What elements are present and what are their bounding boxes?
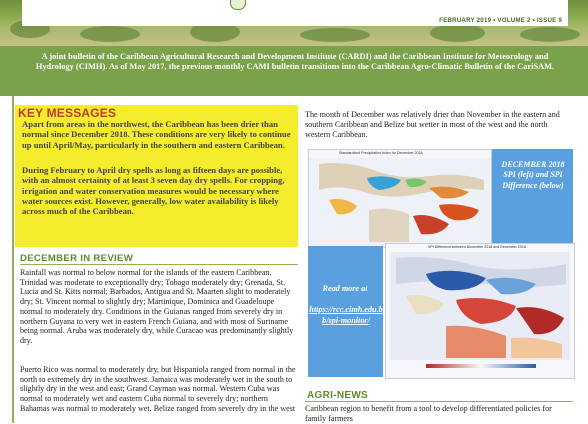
read-more-label: Read more at (322, 284, 368, 293)
december-review-paragraph-2: Puerto Rico was normal to moderately dry, but Hispaniola ranged from normal in the north to extremely dry in the southwest. Jamaica was moderately wet in the south to slightly dry in the west and east; Grand Cayman was normal. Western Cuba was normal to moderately wet and eastern Cuba normal to severely dry; northern Bahamas was normal to moderately wet. Belize ranged from severely dry in the west (20, 365, 296, 413)
december-summary-text: The month of December was relatively drier than November in the eastern and southern Caribbean and Belize but wetter in most of the west and the north western Caribbean. (305, 110, 560, 139)
map-caption: Standardized Precipitation Index for December 2018 (339, 151, 423, 155)
spi-monitor-link[interactable]: https://rcc.cimh.edu.bb/spi-monitor/ (309, 305, 383, 325)
spi-december-map (308, 149, 492, 248)
intro-text: A joint bulletin of the Caribbean Agricultural Research and Development Institute (CARDI) and the Caribbean Institute for Meteorology and Hydrology (CIMH). As of May 2017, the previous monthly CAMI bulletin transitions into the Caribbean Agro-Climatic Bulletin of the CariSAM. (35, 52, 555, 72)
key-message-2: During February to April dry spells as long as fifteen days are possible, with an almost certainty of at least 3 seven day dry spells. For cropping, irrigation and water conservation measures would be necessary where water sources exist. However, generally, low water availability is likely across much of the Caribbean. (22, 165, 285, 217)
spi-map-graphic (309, 150, 491, 247)
key-message-1: Apart from areas in the northwest, the Caribbean has been drier than normal since December 2018. These conditions are very likely to continue up until April/May, particularly in the southern and eastern Caribbean. (22, 119, 291, 150)
issue-line: FEBRUARY 2019 • VOLUME 2 • ISSUE 9 (439, 17, 562, 24)
agri-news-headline[interactable]: Caribbean region to benefit from a tool to develop differentiated policies for family farmers (305, 404, 552, 423)
masthead-title-bar (22, 0, 568, 16)
december-review-title: DECEMBER IN REVIEW (20, 253, 134, 264)
map-caption: SPI Difference between November 2018 and December 2018 (428, 245, 526, 249)
key-messages-title: KEY MESSAGES (18, 106, 117, 120)
december-review-paragraph-1: Rainfall was normal to below normal for the islands of the eastern Caribbean. Trinidad was moderate to exceptionally dry; Tobago moderately dry; Grenada, St. Lucia and St. Kitts normal; Barbados, Antigua and St. Maarten slight to moderately dry; St. Vincent normal to slightly dry; Martinique, Dominica and Guadeloupe normal to moderately dry. Conditions in the Guianas ranged from severely dry in northern Guyana to very wet in eastern French Guiana, and with most of Suriname being normal. Aruba was moderately dry, while Curacao was predominantly slightly dry. (20, 268, 294, 345)
agri-news-title: AGRI-NEWS (307, 390, 369, 401)
section-divider (305, 401, 573, 402)
spi-difference-map (385, 243, 575, 379)
section-divider (20, 264, 298, 265)
page-left-border (12, 96, 14, 423)
spi-difference-graphic (386, 244, 574, 378)
spi-caption: DECEMBER 2018 SPI (left) and SPI Difference (below) (501, 160, 565, 190)
